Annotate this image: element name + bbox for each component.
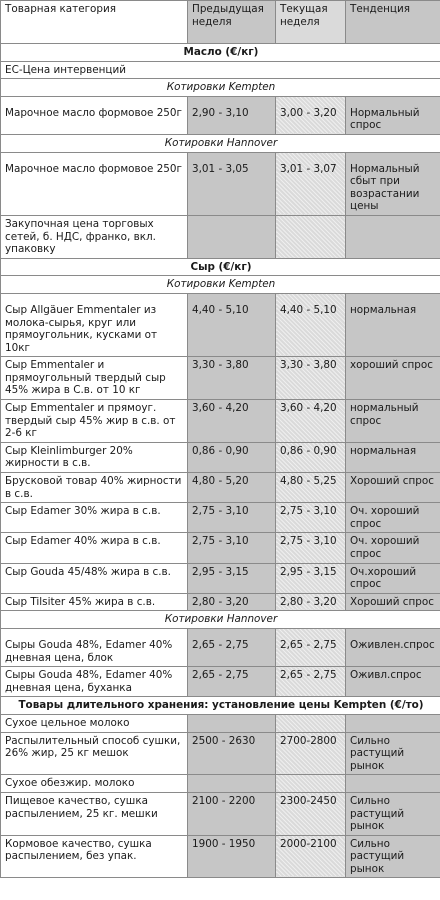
product-name-text: Сухое цельное молоко [5,716,130,729]
curr-week-price-text: 3,60 - 4,20 [280,402,337,415]
curr-week-price-text: 2000-2100 [280,837,337,850]
cell-spacer [5,631,184,639]
curr-week-price [276,835,346,878]
prev-week-price-text: 2,80 - 3,20 [192,595,249,608]
table-row [1,775,440,793]
curr-week-price-text: 4,40 - 5,10 [280,303,337,316]
table-row [1,442,440,472]
trend-text-text: Оживлен.спрос [350,638,435,651]
prev-week-price-text: 2,90 - 3,10 [192,106,249,119]
cell-spacer [280,631,342,639]
source-row [1,276,440,294]
cell-spacer [192,296,272,304]
trend-text-text: Сильно растущий рынок [350,734,405,772]
prev-week-price [188,732,276,775]
curr-week-price [276,442,346,472]
prev-week-price-text: 2,65 - 2,75 [192,669,249,682]
source-label: Котировки Kempten [1,276,440,294]
prev-week-price [188,563,276,593]
curr-week-price [276,215,346,258]
product-name [1,152,188,215]
prev-week-price [188,628,276,666]
product-name [1,533,188,563]
curr-week-price [276,628,346,666]
prev-week-price [188,503,276,533]
product-name-text: Марочное масло формовое 250г [5,106,182,119]
table-row [1,533,440,563]
section-row [1,44,440,62]
curr-week-price-text: 2,75 - 3,10 [280,535,337,548]
prev-week-price [188,593,276,611]
trend-text-text: нормальная [350,303,417,316]
table-row [1,563,440,593]
product-name-text: Распылительный способ сушки, 26% жир, 25 кг мешок [5,734,181,760]
trend-text-text: нормальная [350,444,417,457]
trend-text [346,835,440,878]
curr-week-price-text: 2,65 - 2,75 [280,638,337,651]
trend-text-text: Оч.хороший спрос [350,565,417,591]
product-name [1,400,188,443]
trend-text [346,152,440,215]
curr-week-price [276,563,346,593]
product-name [1,563,188,593]
cell-spacer [350,99,437,107]
prev-week-price-text: 3,01 - 3,05 [192,162,249,175]
trend-text-text: Оч. хороший спрос [350,535,420,560]
trend-text [346,215,440,258]
trend-text [346,593,440,611]
trend-text-text: Оч. хороший спрос [350,505,420,530]
product-name-text: Брусковой товар 40% жирности в с.в. [5,475,182,500]
product-name [1,293,188,356]
product-name [1,215,188,258]
table-row [1,792,440,835]
prev-week-price [188,293,276,356]
trend-text [346,357,440,400]
curr-week-price [276,96,346,134]
source-row [1,134,440,152]
header-prev-week: Предыдущая неделя [188,1,276,44]
product-name [1,792,188,835]
prev-week-price [188,442,276,472]
product-name-text: Сыр Gouda 45/48% жира в с.в. [5,565,171,578]
table-row [1,628,440,666]
cell-spacer [192,631,272,639]
cell-spacer [5,99,184,107]
product-name [1,775,188,793]
prev-week-price-text: 2,75 - 3,10 [192,535,249,548]
trend-text-text: нормальный спрос [350,402,419,427]
trend-text [346,442,440,472]
product-name [1,442,188,472]
source-label: Котировки Kempten [1,79,440,97]
trend-text-text: Сильно растущий рынок [350,794,405,833]
table-row [1,667,440,697]
curr-week-price [276,792,346,835]
trend-text-text: хороший спрос [350,359,433,372]
trend-text [346,293,440,356]
prev-week-price [188,835,276,878]
prev-week-price [188,792,276,835]
prev-week-price [188,152,276,215]
prev-week-price-text: 2,75 - 3,10 [192,505,249,518]
curr-week-price-text: 2300-2450 [280,794,337,807]
table-row [1,473,440,503]
product-name-text: Пищевое качество, сушка распылением, 25 кг. мешки [5,794,158,820]
curr-week-price-text: 2700-2800 [280,734,337,747]
curr-week-price-text: 3,01 - 3,07 [280,162,337,175]
source-label: Котировки Hannover [1,611,440,629]
product-name-text: Закупочная цена торговых сетей, б. НДС, франко, вкл. упаковку [5,217,156,256]
section-title: Товары длительного хранения: установление цены Kempten (€/то) [1,697,440,715]
curr-week-price [276,503,346,533]
trend-text [346,667,440,697]
product-name-text: Сыр Allgäuer Emmentaler из молока-сырья, круг или прямоугольник, кусками от 10кг [5,303,158,354]
trend-text [346,732,440,775]
product-name [1,357,188,400]
prev-week-price-text: 3,60 - 4,20 [192,402,249,415]
product-name-text: Сыры Gouda 48%, Edamer 40% дневная цена, буханка [5,669,173,694]
trend-text-text: Хороший спрос [350,595,434,608]
trend-text [346,533,440,563]
trend-text [346,714,440,732]
source-label: Котировки Hannover [1,134,440,152]
prev-week-price [188,96,276,134]
product-name [1,503,188,533]
product-name-text: Сыр Edamer 30% жира в с.в. [5,505,161,518]
curr-week-price [276,293,346,356]
prev-week-price-text: 4,40 - 5,10 [192,303,249,316]
curr-week-price-text: 3,00 - 3,20 [280,106,337,119]
prev-week-price-text: 4,80 - 5,20 [192,475,249,488]
cell-spacer [5,296,184,304]
trend-text [346,503,440,533]
curr-week-price [276,473,346,503]
cell-spacer [280,155,342,163]
trend-text [346,775,440,793]
table-row [1,215,440,258]
curr-week-price-text: 2,80 - 3,20 [280,595,337,608]
trend-text [346,563,440,593]
curr-week-price-text: 2,65 - 2,75 [280,669,337,682]
trend-text [346,96,440,134]
product-name: ЕС-Цена интервенций [1,61,440,79]
curr-week-price-text: 0,86 - 0,90 [280,444,337,457]
curr-week-price [276,775,346,793]
curr-week-price-text: 2,75 - 3,10 [280,505,337,518]
curr-week-price-text: 2,95 - 3,15 [280,565,337,578]
trend-text [346,792,440,835]
product-name [1,473,188,503]
prev-week-price-text: 2100 - 2200 [192,794,256,807]
prev-week-price [188,533,276,563]
trend-text-text: Хороший спрос [350,475,434,488]
table-row [1,96,440,134]
prev-week-price [188,215,276,258]
trend-text [346,473,440,503]
product-name-text: Сыр Kleinlimburger 20% жирности в с.в. [5,444,133,470]
curr-week-price-text: 3,30 - 3,80 [280,359,337,372]
product-name-text: Марочное масло формовое 250г [5,162,182,175]
section-row [1,258,440,276]
prev-week-price [188,667,276,697]
curr-week-price [276,732,346,775]
prev-week-price-text: 2,95 - 3,15 [192,565,249,578]
cell-spacer [5,155,184,163]
product-name-text: Сыр Edamer 40% жира в с.в. [5,535,161,548]
curr-week-price [276,357,346,400]
prev-week-price-text: 2,65 - 2,75 [192,638,249,651]
cell-spacer [280,99,342,107]
prev-week-price-text: 3,30 - 3,80 [192,359,249,372]
cell-spacer [350,631,437,639]
section-title: Масло (€/кг) [1,44,440,62]
trend-text-text: Нормальный сбыт при возрастании цены [350,162,420,213]
table-row [1,732,440,775]
product-name [1,667,188,697]
curr-week-price [276,593,346,611]
table-row [1,357,440,400]
header-trend: Тенденция [346,1,440,44]
prev-week-price-text: 0,86 - 0,90 [192,444,249,457]
product-name-text: Сыр Emmentaler и прямоугольный твердый сыр 45% жира в С.в. от 10 кг [5,359,166,397]
source-row [1,79,440,97]
trend-text-text: Оживл.спрос [350,669,422,682]
product-name-text: Сыры Gouda 48%, Edamer 40% дневная цена, блок [5,638,173,664]
product-name-text: Сухое обезжир. молоко [5,777,135,790]
product-name [1,96,188,134]
trend-text-text: Сильно растущий рынок [350,837,405,875]
cell-spacer [192,155,272,163]
section-title: Сыр (€/кг) [1,258,440,276]
table-row [1,400,440,443]
table-row [1,152,440,215]
header-category: Товарная категория [1,1,188,44]
curr-week-price [276,667,346,697]
prev-week-price [188,775,276,793]
prev-week-price [188,357,276,400]
product-name-text: Сыр Emmentaler и прямоуг. твердый сыр 45% жир в с.в. от 2-6 кг [5,402,176,440]
header-curr-week: Текущая неделя [276,1,346,44]
curr-week-price [276,714,346,732]
product-name [1,593,188,611]
cell-spacer [350,155,437,163]
prev-week-price-text: 1900 - 1950 [192,837,256,850]
source-row [1,611,440,629]
product-name [1,714,188,732]
prev-week-price [188,473,276,503]
table-row [1,835,440,878]
trend-text-text: Нормальный спрос [350,106,420,132]
prev-week-price [188,400,276,443]
cell-spacer [350,296,437,304]
cell-spacer [280,296,342,304]
curr-week-price [276,400,346,443]
section-row [1,697,440,715]
trend-text [346,400,440,443]
product-name [1,732,188,775]
table-row [1,61,440,79]
curr-week-price [276,152,346,215]
table-row [1,714,440,732]
product-name [1,628,188,666]
product-name [1,835,188,878]
table-header-row [1,1,440,44]
prev-week-price-text: 2500 - 2630 [192,734,256,747]
trend-text [346,628,440,666]
cell-spacer [192,99,272,107]
curr-week-price-text: 4,80 - 5,25 [280,475,337,488]
table-row [1,593,440,611]
prev-week-price [188,714,276,732]
table-row [1,293,440,356]
curr-week-price [276,533,346,563]
product-name-text: Сыр Tilsiter 45% жира в с.в. [5,595,156,608]
product-name-text: Кормовое качество, сушка распылением, без упак. [5,837,152,863]
table-row [1,503,440,533]
